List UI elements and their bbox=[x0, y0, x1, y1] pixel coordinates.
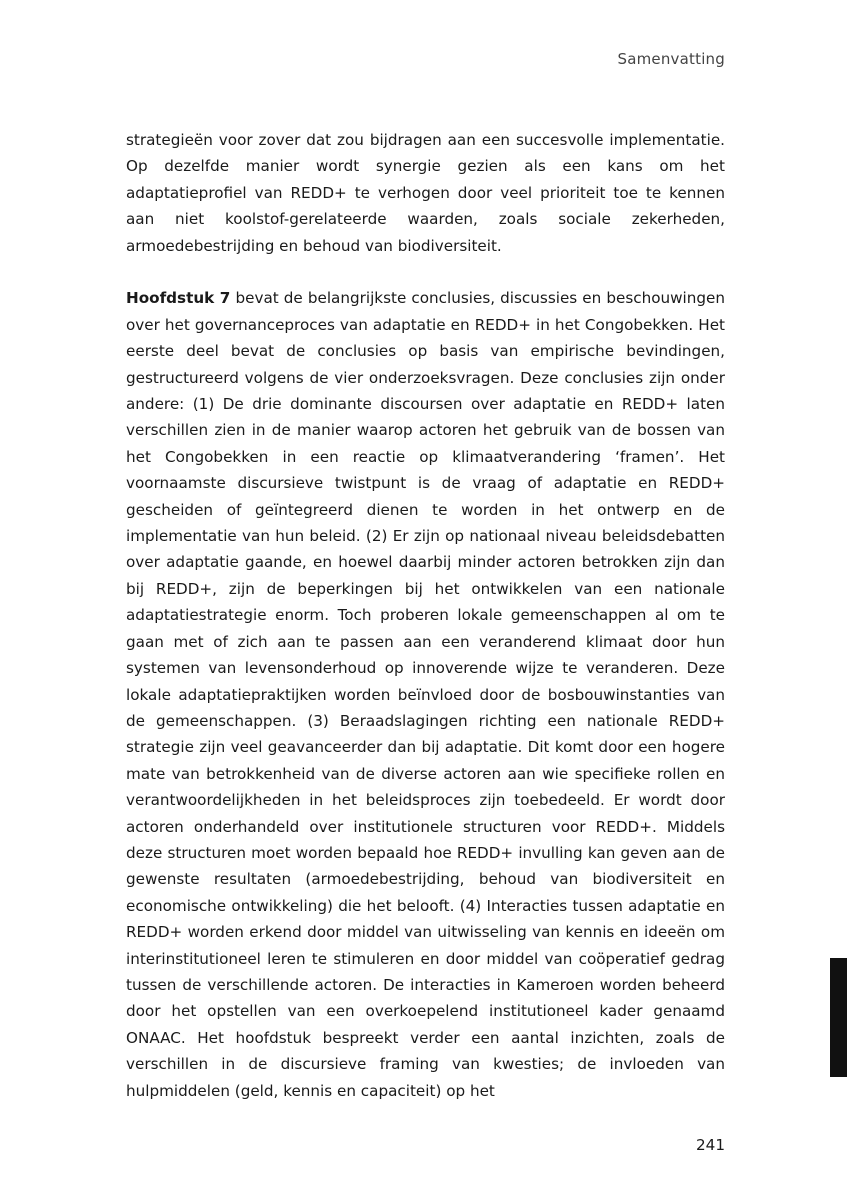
running-header: Samenvatting bbox=[617, 50, 725, 68]
paragraph-2 bbox=[126, 285, 725, 1104]
chapter-thumb-tab bbox=[830, 958, 847, 1077]
chapter-reference: Hoofdstuk 7 bbox=[126, 289, 231, 308]
paragraph-2-text: bevat de belangrijkste conclusies, discussies en beschouwingen over het governanceproces van adaptatie en REDD+ in het Congobekken. Het eerste deel bevat de conclusies op basis van empirische bevindingen, gestructureerd volgens de vier onderzoeksvragen. Deze conclusies zijn onder andere: (1) De drie dominante discoursen over adaptatie en REDD+ laten verschillen zien in de manier waarop actoren het gebruik van de bossen van het Congobekken in een reactie op klimaatverandering ‘framen’. Het voornaamste discursieve twistpunt is de vraag of adaptatie en REDD+ gescheiden of geïntegreerd dienen te worden in het ontwerp en de implementatie van hun beleid. (2) Er zijn op nationaal niveau beleidsdebatten over adaptatie gaande, en hoewel daarbij minder actoren betrokken zijn dan bij REDD+, zijn de beperkingen bij het ontwikkelen van een nationale adaptatiestrategie enorm. Toch proberen lokale gemeenschappen al om te gaan met of zich aan te passen aan een veranderend klimaat door hun systemen van levensonderhoud op innoverende wijze te veranderen. Deze lokale adaptatiepraktijken worden beïnvloed door de bosbouwinstanties van de gemeenschappen. (3) Beraadslagingen richting een nationale REDD+ strategie zijn veel geavanceerder dan bij adaptatie. Dit komt door een hogere mate van betrokkenheid van de diverse actoren aan wie specifieke rollen en verantwoordelijkheden in het beleidsproces zijn toebedeeld. Er wordt door actoren onderhandeld over institutionele structuren voor REDD+. Middels deze structuren moet worden bepaald hoe REDD+ invulling kan geven aan de gewenste resultaten (armoedebestrijding, behoud van biodiversiteit en economische ontwikkeling) die het belooft. (4) Interacties tussen adaptatie en REDD+ worden erkend door middel van uitwisseling van kennis en ideeën om interinstitutioneel leren te stimuleren en door middel van coöperatief gedrag tussen de verschillende actoren. De interacties in Kameroen worden beheerd door het opstellen van een overkoepelend institutioneel kader genaamd ONAAC. Het hoofdstuk bespreekt verder een aantal inzichten, zoals de verschillen in de discursieve framing van kwesties; de invloeden van hulpmiddelen (geld, kennis en capaciteit) op het bbox=[126, 289, 725, 1100]
body-text bbox=[126, 127, 725, 1104]
paragraph-1: strategieën voor zover dat zou bijdragen aan een succesvolle implementatie. Op dezelfde manier wordt synergie gezien als een kans om het adaptatieprofiel van REDD+ te verhogen door veel prioriteit toe te kennen aan niet koolstof-gerelateerde waarden, zoals sociale zekerheden, armoedebestrijding en behoud van biodiversiteit. bbox=[126, 131, 725, 255]
page-number: 241 bbox=[696, 1136, 725, 1154]
